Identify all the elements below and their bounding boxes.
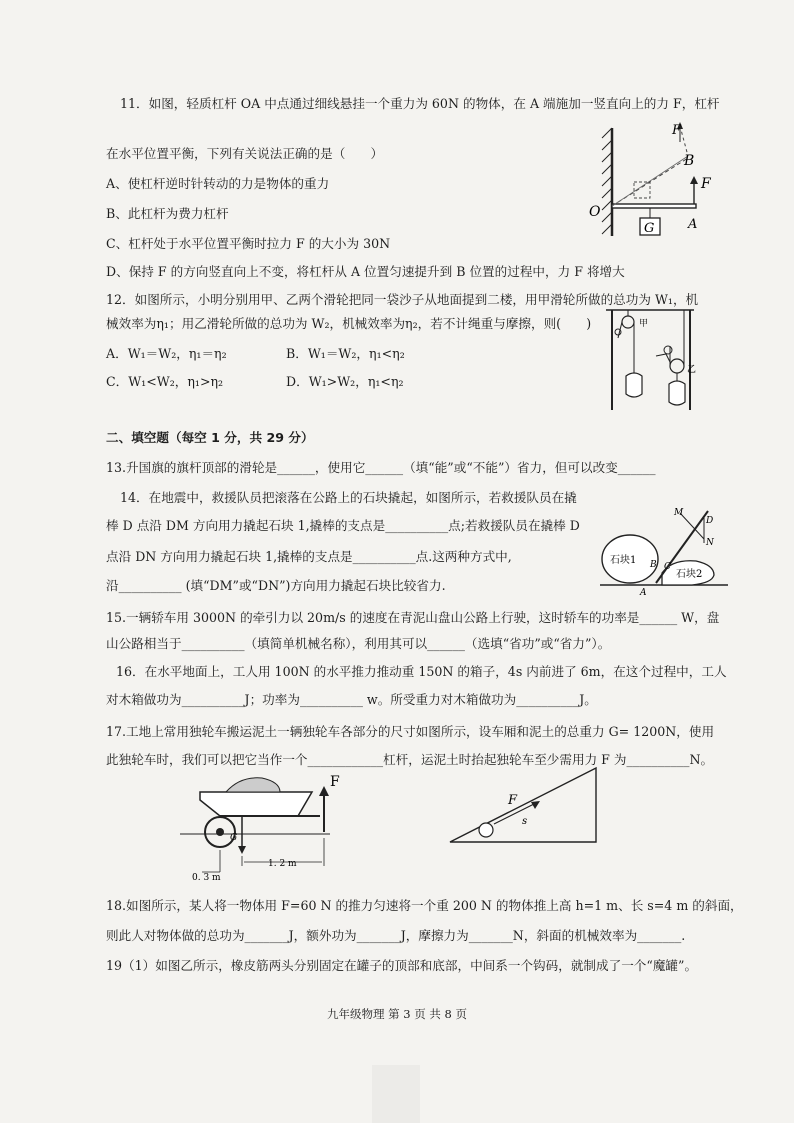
q11-stem-line1: 11．如图，轻质杠杆 OA 中点通过细线悬挂一个重力为 60N 的物体，在 A 端施加一竖直向上的力 F，杠杆 (120, 96, 720, 111)
wheelbarrow-label-1-2m: 1. 2 m (268, 859, 297, 869)
q12-option-c: C．W₁<W₂，η₁>η₂ (106, 374, 224, 389)
crowbar-label-n: N (706, 538, 714, 548)
crowbar-figure (600, 505, 730, 598)
q17-line2: 此独轮车时，我们可以把它当作一个____________杠杆，运泥土时抬起独轮车至少需用力 F 为__________N。 (106, 752, 714, 767)
q11-option-a: A、使杠杆逆时针转动的力是物体的重力 (106, 176, 330, 191)
q11-stem-line2: 在水平位置平衡，下列有关说法正确的是（ ） (106, 146, 384, 161)
q17-line1: 17.工地上常用独轮车搬运泥土一辆独轮车各部分的尺寸如图所示，设车厢和泥土的总重力 G= 1200N，使用 (106, 724, 715, 739)
q12-option-b: B．W₁＝W₂，η₁<η₂ (286, 346, 405, 361)
crowbar-label-rock1: 石块1 (610, 555, 637, 566)
q13-line1: 13.升国旗的旗杆顶部的滑轮是______，使用它______（填“能”或“不能”）省力，但可以改变______ (106, 460, 656, 475)
crowbar-label-d: D (706, 516, 714, 526)
q12-option-d: D．W₁>W₂，η₁<η₂ (286, 374, 404, 389)
q19-line1: 19（1）如图乙所示，橡皮筋两头分别固定在罐子的顶部和底部，中间系一个钩码，就制成了一个“魔罐”。 (106, 958, 698, 973)
crowbar-label-m: M (674, 508, 684, 518)
pulley-figure (604, 306, 704, 416)
wheelbarrow-label-g: G (230, 833, 238, 843)
scan-smudge (372, 1065, 420, 1123)
lever-label-a: A (688, 217, 698, 232)
pulley-label-jia: 甲 (639, 319, 649, 329)
lever-label-o: O (589, 204, 601, 220)
q14-line4: 沿__________ (填“DM”或“DN”)方向用力撬起石块比较省力. (106, 578, 446, 593)
wheelbarrow-figure (180, 772, 360, 882)
crowbar-label-c: C (664, 562, 671, 572)
q11-option-d: D、保持 F 的方向竖直向上不变，将杠杆从 A 位置匀速提升到 B 位置的过程中，力 F 将增大 (106, 264, 625, 279)
pulley-label-yi: 乙 (687, 365, 697, 375)
crowbar-label-b: B (650, 560, 657, 570)
q16-line1: 16．在水平地面上，工人用 100N 的水平推力推动重 150N 的箱子，4s 内前进了 6m，在这个过程中，工人 (116, 664, 727, 679)
lever-label-f-top: F (672, 123, 682, 138)
wheelbarrow-label-0-3m: 0. 3 m (192, 873, 221, 883)
q14-line1: 14．在地震中，救援队员把滚落在公路上的石块撬起，如图所示，若救援队员在撬 (120, 490, 577, 505)
incline-label-f: F (508, 793, 518, 808)
q16-line2: 对木箱做功为__________J；功率为__________ w。所受重力对木箱做功为__________J。 (106, 692, 597, 707)
section2-title: 二、填空题（每空 1 分，共 29 分） (106, 430, 314, 445)
q12-stem-line1: 12．如图所示，小明分别用甲、乙两个滑轮把同一袋沙子从地面提到二楼，用甲滑轮所做的总功为 W₁，机 (106, 292, 699, 307)
q11-option-b: B、此杠杆为费力杠杆 (106, 206, 229, 221)
q18-line1: 18.如图所示，某人将一物体用 F=60 N 的推力匀速将一个重 200 N 的物体推上高 h=1 m、长 s=4 m 的斜面， (106, 898, 743, 913)
q12-option-a: A．W₁＝W₂，η₁＝η₂ (106, 346, 227, 361)
q12-stem-line2: 械效率为η₁；用乙滑轮所做的总功为 W₂，机械效率为η₂，若不计绳重与摩擦，则( ) (106, 316, 592, 331)
q18-line2: 则此人对物体做的总功为_______J，额外功为_______J，摩擦力为_______N，斜面的机械效率为_______. (106, 928, 686, 943)
q15-line2: 山公路相当于__________（填简单机械名称），利用其可以______（选填“省功”或“省力”）。 (106, 636, 611, 651)
lever-figure (588, 118, 728, 248)
incline-label-s: s (522, 816, 528, 827)
page-footer: 九年级物理 第 3 页 共 8 页 (326, 1007, 468, 1021)
q11-option-c: C、杠杆处于水平位置平衡时拉力 F 的大小为 30N (106, 236, 391, 251)
lever-label-f-right: F (701, 176, 711, 192)
lever-label-g: G (644, 221, 655, 236)
q14-line3: 点沿 DN 方向用力撬起石块 1,撬棒的支点是__________点.这两种方式中, (106, 549, 512, 564)
lever-label-b: B (684, 153, 695, 169)
crowbar-label-rock2: 石块2 (676, 569, 703, 580)
wheelbarrow-label-f: F (330, 774, 340, 790)
q15-line1: 15.一辆轿车用 3000N 的牵引力以 20m/s 的速度在青泥山盘山公路上行驶，这时轿车的功率是______ W，盘 (106, 610, 720, 625)
incline-figure (446, 762, 636, 852)
q14-line2: 棒 D 点沿 DM 方向用力撬起石块 1,撬棒的支点是__________点;若救援队员在撬棒 D (106, 518, 580, 533)
crowbar-label-a: A (640, 588, 647, 598)
